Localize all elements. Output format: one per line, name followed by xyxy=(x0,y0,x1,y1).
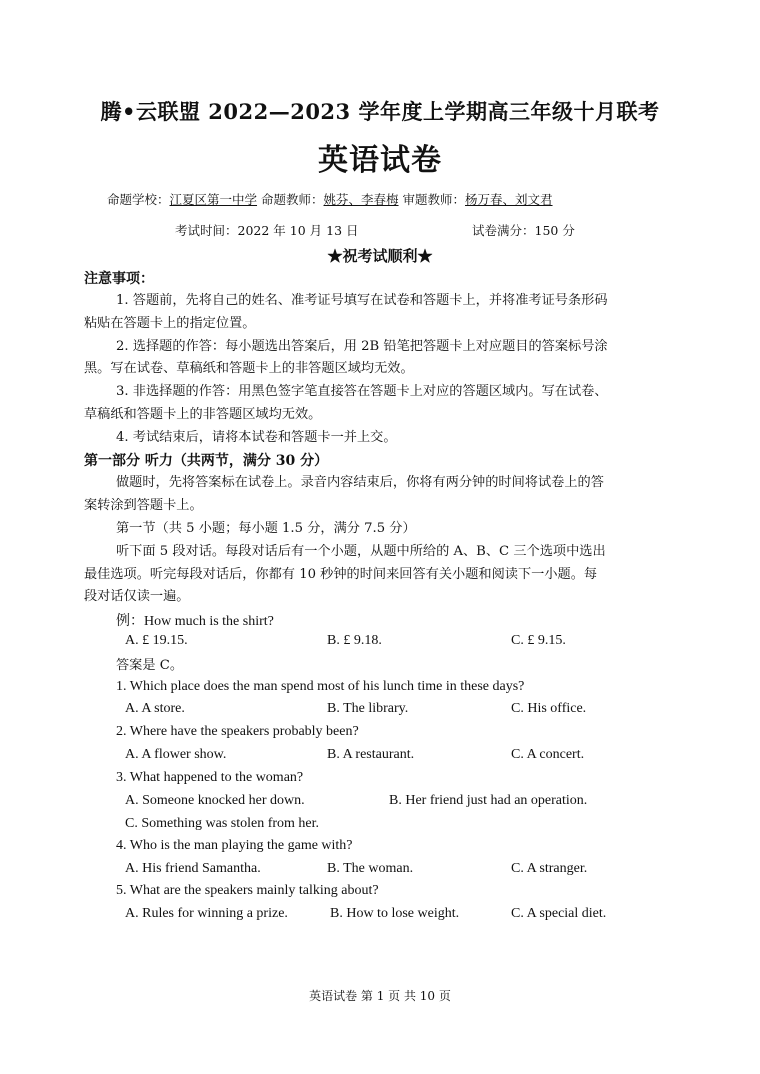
question-2-option-b: B. A restaurant. xyxy=(327,747,415,762)
reviewers-label: 审题教师： xyxy=(398,192,466,207)
page-footer: 英语试卷 第 1 页 共 10 页 xyxy=(309,989,451,1003)
example-answer: 答案是 C。 xyxy=(116,658,184,673)
example-option-b: B. £ 9.18. xyxy=(327,633,382,648)
school-label: 命题学校： xyxy=(107,192,170,207)
part1-heading: 第一部分 听力（共两节，满分 30 分） xyxy=(84,453,329,469)
question-2-option-a: A. A flower show. xyxy=(125,747,227,762)
section1-instr-line3: 段对话仅读一遍。 xyxy=(84,589,190,604)
question-3: 3. What happened to the woman? xyxy=(116,770,304,785)
question-1-option-c: C. His office. xyxy=(511,701,587,716)
question-4-option-c: C. A stranger. xyxy=(511,861,588,876)
section1-instr-line2: 最佳选项。听完每段对话后，你都有 10 秒钟的时间来回答有关小题和阅读下一小题。每 xyxy=(84,567,598,582)
author-line xyxy=(107,190,553,208)
blessing: ★祝考试顺利★ xyxy=(327,247,433,265)
notes-item-3-line1: 3. 非选择题的作答：用黑色签字笔直接答在答题卡上对应的答题区域内。写在试卷、 xyxy=(116,384,608,399)
school-name: 江夏区第一中学 xyxy=(169,192,258,207)
exam-title: 腾•云联盟 2022—2023 学年度上学期高三年级十月联考 xyxy=(100,99,660,124)
question-5-option-a: A. Rules for winning a prize. xyxy=(125,906,288,921)
question-3-option-b: B. Her friend just had an operation. xyxy=(389,793,588,808)
question-1-option-b: B. The library. xyxy=(327,701,409,716)
notes-item-4: 4. 考试结束后，请将本试卷和答题卡一并上交。 xyxy=(116,430,397,445)
teachers-names: 姚芬、李春梅 xyxy=(323,192,399,207)
notes-item-2-line2: 黑。写在试卷、草稿纸和答题卡上的非答题区域均无效。 xyxy=(84,361,414,376)
question-4: 4. Who is the man playing the game with? xyxy=(116,838,353,853)
question-2-option-c: C. A concert. xyxy=(511,747,585,762)
question-5-option-c: C. A special diet. xyxy=(511,906,607,921)
teachers-label: 命题教师： xyxy=(257,192,324,207)
notes-item-3-line2: 草稿纸和答题卡上的非答题区域均无效。 xyxy=(84,407,322,422)
subject-title: 英语试卷 xyxy=(318,143,442,178)
part1-intro-line1: 做题时，先将答案标在试卷上。录音内容结束后，你将有两分钟的时间将试卷上的答 xyxy=(116,475,604,490)
section1-instr-line1: 听下面 5 段对话。每段对话后有一个小题，从题中所给的 A、B、C 三个选项中选出 xyxy=(116,544,606,559)
question-2: 2. Where have the speakers probably been? xyxy=(116,724,359,739)
question-1: 1. Which place does the man spend most of his lunch time in these days? xyxy=(116,679,525,694)
question-1-option-a: A. A store. xyxy=(125,701,185,716)
question-4-option-b: B. The woman. xyxy=(327,861,414,876)
example-option-a: A. £ 19.15. xyxy=(125,633,188,648)
question-5-option-b: B. How to lose weight. xyxy=(330,906,460,921)
part1-intro-line2: 案转涂到答题卡上。 xyxy=(84,498,203,513)
section1-heading: 第一节（共 5 小题；每小题 1.5 分，满分 7.5 分） xyxy=(116,521,416,536)
question-3-option-a: A. Someone knocked her down. xyxy=(125,793,305,808)
question-3-option-c: C. Something was stolen from her. xyxy=(125,816,320,831)
exam-time: 考试时间：2022 年 10 月 13 日 xyxy=(175,223,359,238)
example-question: 例：How much is the shirt? xyxy=(116,614,274,629)
question-4-option-a: A. His friend Samantha. xyxy=(125,861,261,876)
notes-item-2-line1: 2. 选择题的作答：每小题选出答案后，用 2B 铅笔把答题卡上对应题目的答案标号涂 xyxy=(116,339,608,354)
full-score: 试卷满分：150 分 xyxy=(472,223,575,238)
notes-item-1-line1: 1. 答题前，先将自己的姓名、准考证号填写在试卷和答题卡上，并将准考证号条形码 xyxy=(116,293,608,308)
notes-heading: 注意事项： xyxy=(84,271,154,287)
notes-item-1-line2: 粘贴在答题卡上的指定位置。 xyxy=(84,316,256,331)
example-option-c: C. £ 9.15. xyxy=(511,633,566,648)
reviewers-names: 杨万春、刘文君 xyxy=(465,192,553,207)
question-5: 5. What are the speakers mainly talking about? xyxy=(116,883,379,898)
